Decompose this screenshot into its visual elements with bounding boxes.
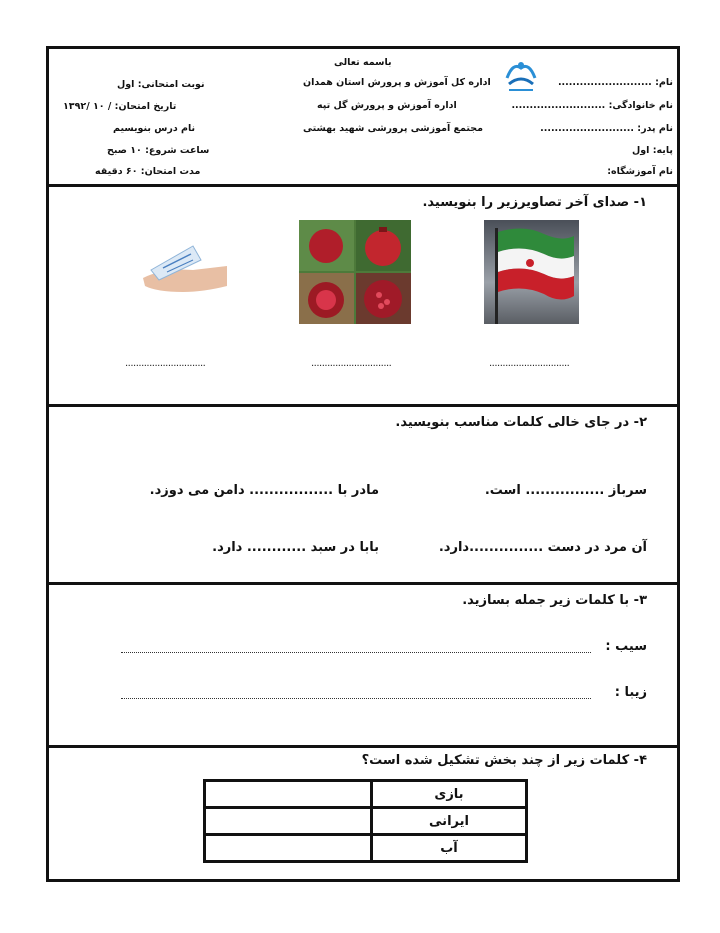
sentence-soldier[interactable]: سرباز ................ است. — [484, 483, 647, 498]
syllable-table — [203, 779, 528, 863]
exam-sheet — [46, 46, 680, 882]
table-row — [205, 808, 527, 835]
sentence-father[interactable]: بابا در سبد ............ دارد. — [212, 540, 379, 555]
word-apple-label: سیب : — [605, 639, 647, 654]
syllable-answer-cell[interactable] — [205, 808, 372, 835]
hand-card-image — [123, 220, 227, 324]
question-2-section — [49, 407, 677, 585]
school-name-field: نام آموزشگاه: — [607, 166, 673, 177]
answer-blank-2[interactable]: .............................. — [311, 358, 392, 369]
sentence-line-beautiful[interactable] — [121, 698, 591, 699]
syllable-answer-cell[interactable] — [205, 781, 372, 808]
course-name-field: نام درس بنویسیم — [113, 123, 196, 134]
father-name-field: نام پدر: .......................... — [540, 123, 673, 134]
question-2-title: ۲- در جای خالی کلمات مناسب بنویسید. — [395, 415, 647, 430]
answer-blank-1[interactable]: .............................. — [489, 358, 570, 369]
question-3-title: ۳- با کلمات زیر جمله بسازید. — [462, 593, 647, 608]
table-row — [205, 835, 527, 862]
question-1-section — [49, 187, 677, 407]
grade-field: پایه: اول — [632, 145, 673, 156]
word-beautiful-label: زیبا : — [614, 685, 647, 700]
center-line-3: مجتمع آموزشی پرورشی شهید بهشتی — [303, 123, 483, 134]
start-time-field: ساعت شروع: ۱۰ صبح — [107, 145, 210, 156]
pomegranate-image — [299, 220, 411, 324]
word-cell: ایرانی — [372, 808, 527, 835]
header-section — [49, 49, 677, 187]
answer-blank-3[interactable]: .............................. — [125, 358, 206, 369]
sentence-man[interactable]: آن مرد در دست ...............دارد. — [438, 540, 647, 555]
center-line-1: اداره کل آموزش و پرورش استان همدان — [303, 77, 491, 88]
name-field: نام: .......................... — [557, 77, 673, 88]
invocation-text: باسمه تعالی — [334, 57, 392, 68]
table-row — [205, 781, 527, 808]
exam-date-field: تاریخ امتحان: / ۱۰ /۱۳۹۲ — [63, 101, 177, 112]
word-cell: بازی — [372, 781, 527, 808]
family-name-field: نام خانوادگی: .......................... — [511, 100, 673, 111]
question-1-title: ۱- صدای آخر تصاویرزیر را بنویسید. — [422, 195, 647, 210]
syllable-answer-cell[interactable] — [205, 835, 372, 862]
word-cell: آب — [372, 835, 527, 862]
exam-session-field: نوبت امتحانی: اول — [117, 79, 205, 90]
sentence-line-apple[interactable] — [121, 652, 591, 653]
question-3-section — [49, 585, 677, 748]
question-4-title: ۴- کلمات زیر از چند بخش تشکیل شده است؟ — [361, 753, 647, 768]
question-4-section — [49, 748, 677, 882]
duration-field: مدت امتحان: ۶۰ دقیقه — [95, 166, 201, 177]
sentence-mother[interactable]: مادر با ................. دامن می دوزد. — [149, 483, 379, 498]
school-logo-icon — [501, 58, 541, 94]
center-line-2: اداره آموزش و پرورش گل تپه — [317, 100, 457, 111]
flag-image — [484, 220, 579, 324]
